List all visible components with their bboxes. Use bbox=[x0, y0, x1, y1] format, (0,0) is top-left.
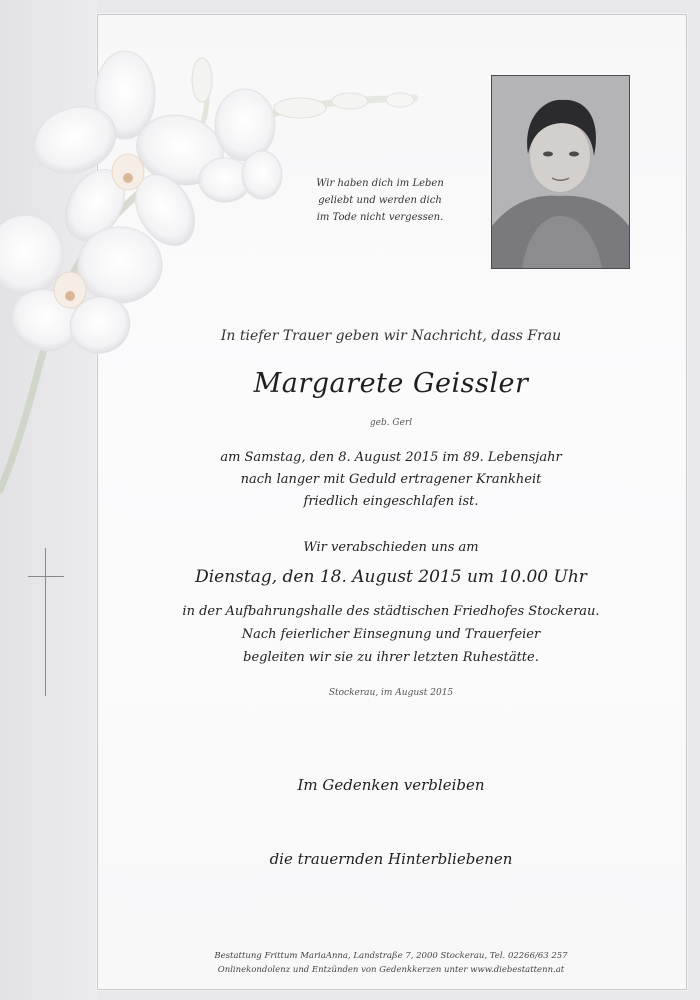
farewell-text: Wir verabschieden uns am bbox=[303, 540, 479, 555]
orchid-decoration bbox=[0, 0, 430, 520]
quote-line-3: im Tode nicht vergessen. bbox=[316, 212, 444, 223]
portrait-photo bbox=[491, 75, 630, 269]
cross-horizontal-line bbox=[28, 576, 64, 577]
quote-line-2: geliebt und werden dich bbox=[318, 195, 442, 206]
closing-memory: Im Gedenken verbleiben bbox=[297, 776, 485, 794]
place-and-date: Stockerau, im August 2015 bbox=[328, 688, 454, 698]
ceremony-location-line-2: Nach feierlicher Einsegnung und Trauerfeier bbox=[241, 627, 541, 642]
quote-line-1: Wir haben dich im Leben bbox=[316, 178, 444, 189]
death-fact-line-3: friedlich eingeschlafen ist. bbox=[303, 494, 479, 509]
closing-bereaved: die trauernden Hinterbliebenen bbox=[269, 850, 513, 868]
death-fact-line-1: am Samstag, den 8. August 2015 im 89. Lebensjahr bbox=[220, 450, 562, 465]
birth-name: geb. Gerl bbox=[369, 418, 413, 428]
footer-online-condolence: Onlinekondolenz und Entzünden von Gedenkkerzen unter www.diebestattenn.at bbox=[217, 965, 565, 975]
death-fact-line-2: nach langer mit Geduld ertragener Krankheit bbox=[240, 472, 542, 487]
announcement-intro: In tiefer Trauer geben wir Nachricht, dass Frau bbox=[220, 328, 562, 344]
footer-funeral-home: Bestattung Frittum MariaAnna, Landstraße 7, 2000 Stockerau, Tel. 02266/63 257 bbox=[214, 951, 568, 961]
cross-vertical-line bbox=[45, 548, 46, 696]
ceremony-location-line-3: begleiten wir sie zu ihrer letzten Ruhestätte. bbox=[243, 650, 539, 665]
memorial-quote bbox=[290, 175, 470, 226]
deceased-name: Margarete Geissler bbox=[253, 368, 529, 399]
cross-symbol bbox=[28, 548, 64, 696]
ceremony-location-line-1: in der Aufbahrungshalle des städtischen Friedhofes Stockerau. bbox=[182, 604, 600, 619]
funeral-date: Dienstag, den 18. August 2015 um 10.00 Uhr bbox=[195, 567, 587, 587]
